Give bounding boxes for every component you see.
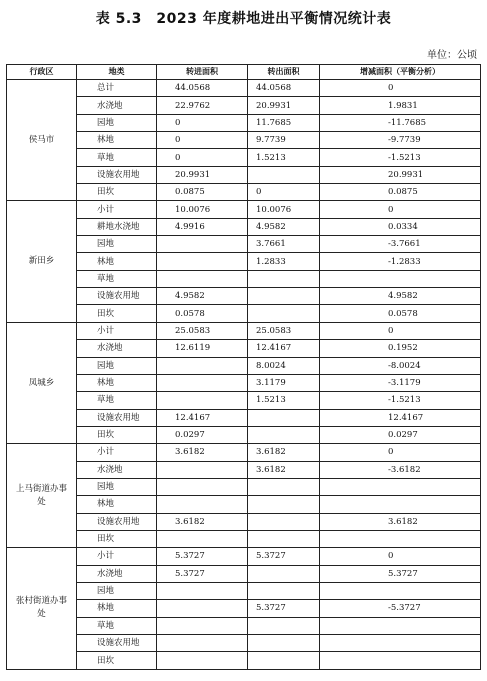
table-row <box>7 548 481 565</box>
land-type-cell: 设施农用地 <box>77 166 157 183</box>
net-change-cell: -8.0024 <box>320 357 481 374</box>
net-change-cell <box>320 617 481 634</box>
net-change-cell: 3.6182 <box>320 513 481 530</box>
table-row <box>7 97 481 114</box>
land-type-cell: 草地 <box>77 149 157 166</box>
transfer-out-cell <box>248 305 320 322</box>
transfer-out-cell <box>248 565 320 582</box>
table-row <box>7 617 481 634</box>
transfer-in-cell: 12.6119 <box>157 340 248 357</box>
land-type-cell: 林地 <box>77 600 157 617</box>
land-type-cell: 田坎 <box>77 652 157 669</box>
header-row <box>7 65 481 80</box>
net-change-cell: 4.9582 <box>320 288 481 305</box>
table-row <box>7 426 481 443</box>
net-change-cell: -1.5213 <box>320 149 481 166</box>
net-change-cell: 20.9931 <box>320 166 481 183</box>
transfer-in-cell <box>157 461 248 478</box>
land-type-cell: 园地 <box>77 114 157 131</box>
transfer-in-cell <box>157 270 248 287</box>
table-row <box>7 184 481 201</box>
transfer-in-cell <box>157 635 248 652</box>
net-change-cell <box>320 496 481 513</box>
transfer-out-cell: 3.7661 <box>248 236 320 253</box>
transfer-out-cell <box>248 426 320 443</box>
net-change-cell: 5.3727 <box>320 565 481 582</box>
table-row <box>7 478 481 495</box>
transfer-in-cell: 20.9931 <box>157 166 248 183</box>
transfer-in-cell <box>157 617 248 634</box>
region-cell: 上马街道办事处 <box>7 444 77 548</box>
transfer-out-cell <box>248 635 320 652</box>
land-type-cell: 水浇地 <box>77 340 157 357</box>
table-title: 表 5.3 2023 年度耕地进出平衡情况统计表 <box>95 11 392 27</box>
transfer-out-cell: 1.2833 <box>248 253 320 270</box>
land-type-cell: 小计 <box>77 444 157 461</box>
table-row <box>7 340 481 357</box>
table-row <box>7 600 481 617</box>
transfer-out-cell: 9.7739 <box>248 132 320 149</box>
land-type-cell: 草地 <box>77 617 157 634</box>
table-row <box>7 461 481 478</box>
transfer-out-cell <box>248 582 320 599</box>
land-type-cell: 设施农用地 <box>77 513 157 530</box>
transfer-in-cell <box>157 652 248 669</box>
table-row <box>7 652 481 669</box>
table-row <box>7 374 481 391</box>
transfer-in-cell <box>157 496 248 513</box>
transfer-in-cell <box>157 392 248 409</box>
transfer-in-cell: 4.9582 <box>157 288 248 305</box>
net-change-cell: 0 <box>320 322 481 339</box>
table-row <box>7 132 481 149</box>
land-type-cell: 林地 <box>77 374 157 391</box>
net-change-cell <box>320 635 481 652</box>
land-type-cell: 园地 <box>77 478 157 495</box>
land-type-cell: 园地 <box>77 357 157 374</box>
land-type-cell: 耕地水浇地 <box>77 218 157 235</box>
land-type-cell: 水浇地 <box>77 565 157 582</box>
land-type-cell: 园地 <box>77 236 157 253</box>
transfer-out-cell: 0 <box>248 184 320 201</box>
net-change-cell <box>320 478 481 495</box>
header-net-change: 增减面积（平衡分析） <box>320 65 481 80</box>
table-row <box>7 322 481 339</box>
net-change-cell: -3.7661 <box>320 236 481 253</box>
region-cell: 新田乡 <box>7 201 77 322</box>
region-cell: 张村街道办事处 <box>7 548 77 669</box>
transfer-in-cell: 3.6182 <box>157 444 248 461</box>
land-type-cell: 设施农用地 <box>77 635 157 652</box>
table-row <box>7 392 481 409</box>
net-change-cell <box>320 530 481 547</box>
land-type-cell: 小计 <box>77 322 157 339</box>
transfer-out-cell <box>248 288 320 305</box>
transfer-in-cell: 0 <box>157 149 248 166</box>
net-change-cell: 0.0334 <box>320 218 481 235</box>
transfer-in-cell: 4.9916 <box>157 218 248 235</box>
header-land-type: 地类 <box>77 65 157 80</box>
transfer-out-cell: 44.0568 <box>248 80 320 97</box>
transfer-in-cell: 3.6182 <box>157 513 248 530</box>
land-type-cell: 草地 <box>77 392 157 409</box>
transfer-in-cell: 0 <box>157 114 248 131</box>
land-type-cell: 设施农用地 <box>77 409 157 426</box>
transfer-in-cell <box>157 236 248 253</box>
land-type-cell: 林地 <box>77 496 157 513</box>
transfer-out-cell <box>248 409 320 426</box>
transfer-in-cell: 0 <box>157 132 248 149</box>
land-type-cell: 小计 <box>77 201 157 218</box>
land-type-cell: 田坎 <box>77 184 157 201</box>
land-type-cell: 园地 <box>77 582 157 599</box>
region-cell: 侯马市 <box>7 80 77 201</box>
transfer-in-cell: 5.3727 <box>157 565 248 582</box>
transfer-in-cell <box>157 600 248 617</box>
net-change-cell: 0 <box>320 444 481 461</box>
transfer-out-cell: 10.0076 <box>248 201 320 218</box>
table-row <box>7 513 481 530</box>
transfer-out-cell: 25.0583 <box>248 322 320 339</box>
transfer-in-cell: 44.0568 <box>157 80 248 97</box>
transfer-out-cell <box>248 652 320 669</box>
transfer-in-cell <box>157 530 248 547</box>
table-row <box>7 218 481 235</box>
land-type-cell: 水浇地 <box>77 461 157 478</box>
net-change-cell: -11.7685 <box>320 114 481 131</box>
land-type-cell: 林地 <box>77 132 157 149</box>
transfer-in-cell: 0.0875 <box>157 184 248 201</box>
net-change-cell: 0.0875 <box>320 184 481 201</box>
land-type-cell: 总计 <box>77 80 157 97</box>
net-change-cell <box>320 652 481 669</box>
table-row <box>7 530 481 547</box>
net-change-cell: 1.9831 <box>320 97 481 114</box>
transfer-out-cell: 12.4167 <box>248 340 320 357</box>
net-change-cell: 0.0297 <box>320 426 481 443</box>
transfer-out-cell <box>248 270 320 287</box>
net-change-cell: -1.5213 <box>320 392 481 409</box>
transfer-in-cell: 0.0297 <box>157 426 248 443</box>
land-type-cell: 田坎 <box>77 305 157 322</box>
table-row <box>7 253 481 270</box>
table-row <box>7 582 481 599</box>
transfer-out-cell <box>248 513 320 530</box>
transfer-in-cell <box>157 253 248 270</box>
transfer-out-cell: 1.5213 <box>248 392 320 409</box>
net-change-cell: -3.1179 <box>320 374 481 391</box>
land-type-cell: 田坎 <box>77 426 157 443</box>
header-transfer-in: 转进面积 <box>157 65 248 80</box>
table-row <box>7 409 481 426</box>
table-row <box>7 565 481 582</box>
table-row <box>7 80 481 97</box>
transfer-out-cell: 5.3727 <box>248 600 320 617</box>
transfer-out-cell: 3.6182 <box>248 461 320 478</box>
land-type-cell: 小计 <box>77 548 157 565</box>
transfer-out-cell <box>248 530 320 547</box>
table-row <box>7 444 481 461</box>
net-change-cell: 12.4167 <box>320 409 481 426</box>
net-change-cell: 0.1952 <box>320 340 481 357</box>
table-row <box>7 149 481 166</box>
table-row <box>7 166 481 183</box>
header-transfer-out: 转出面积 <box>248 65 320 80</box>
unit-label: 单位：公顷 <box>427 50 477 61</box>
transfer-out-cell <box>248 617 320 634</box>
transfer-out-cell <box>248 478 320 495</box>
transfer-in-cell: 10.0076 <box>157 201 248 218</box>
table-row <box>7 114 481 131</box>
table-row <box>7 201 481 218</box>
transfer-in-cell: 12.4167 <box>157 409 248 426</box>
transfer-out-cell: 5.3727 <box>248 548 320 565</box>
transfer-out-cell <box>248 166 320 183</box>
table-row <box>7 236 481 253</box>
transfer-out-cell: 3.1179 <box>248 374 320 391</box>
transfer-in-cell <box>157 374 248 391</box>
transfer-in-cell <box>157 582 248 599</box>
net-change-cell: 0 <box>320 80 481 97</box>
region-cell: 凤城乡 <box>7 322 77 443</box>
net-change-cell: -3.6182 <box>320 461 481 478</box>
transfer-out-cell: 20.9931 <box>248 97 320 114</box>
land-type-cell: 田坎 <box>77 530 157 547</box>
net-change-cell: -1.2833 <box>320 253 481 270</box>
net-change-cell <box>320 582 481 599</box>
table-row <box>7 635 481 652</box>
header-region: 行政区 <box>7 65 77 80</box>
transfer-out-cell <box>248 496 320 513</box>
transfer-in-cell: 25.0583 <box>157 322 248 339</box>
net-change-cell: -5.3727 <box>320 600 481 617</box>
transfer-in-cell <box>157 478 248 495</box>
transfer-in-cell: 0.0578 <box>157 305 248 322</box>
transfer-out-cell: 11.7685 <box>248 114 320 131</box>
transfer-out-cell: 3.6182 <box>248 444 320 461</box>
table-row <box>7 357 481 374</box>
land-type-cell: 林地 <box>77 253 157 270</box>
transfer-in-cell: 22.9762 <box>157 97 248 114</box>
table-row <box>7 288 481 305</box>
land-type-cell: 草地 <box>77 270 157 287</box>
transfer-out-cell: 1.5213 <box>248 149 320 166</box>
table-body <box>7 80 481 670</box>
table-row <box>7 305 481 322</box>
net-change-cell: -9.7739 <box>320 132 481 149</box>
net-change-cell: 0 <box>320 548 481 565</box>
land-type-cell: 水浇地 <box>77 97 157 114</box>
transfer-out-cell: 4.9582 <box>248 218 320 235</box>
table-row <box>7 496 481 513</box>
transfer-out-cell: 8.0024 <box>248 357 320 374</box>
land-type-cell: 设施农用地 <box>77 288 157 305</box>
net-change-cell <box>320 270 481 287</box>
net-change-cell: 0 <box>320 201 481 218</box>
table-row <box>7 270 481 287</box>
transfer-in-cell <box>157 357 248 374</box>
land-balance-table <box>6 64 481 670</box>
transfer-in-cell: 5.3727 <box>157 548 248 565</box>
net-change-cell: 0.0578 <box>320 305 481 322</box>
